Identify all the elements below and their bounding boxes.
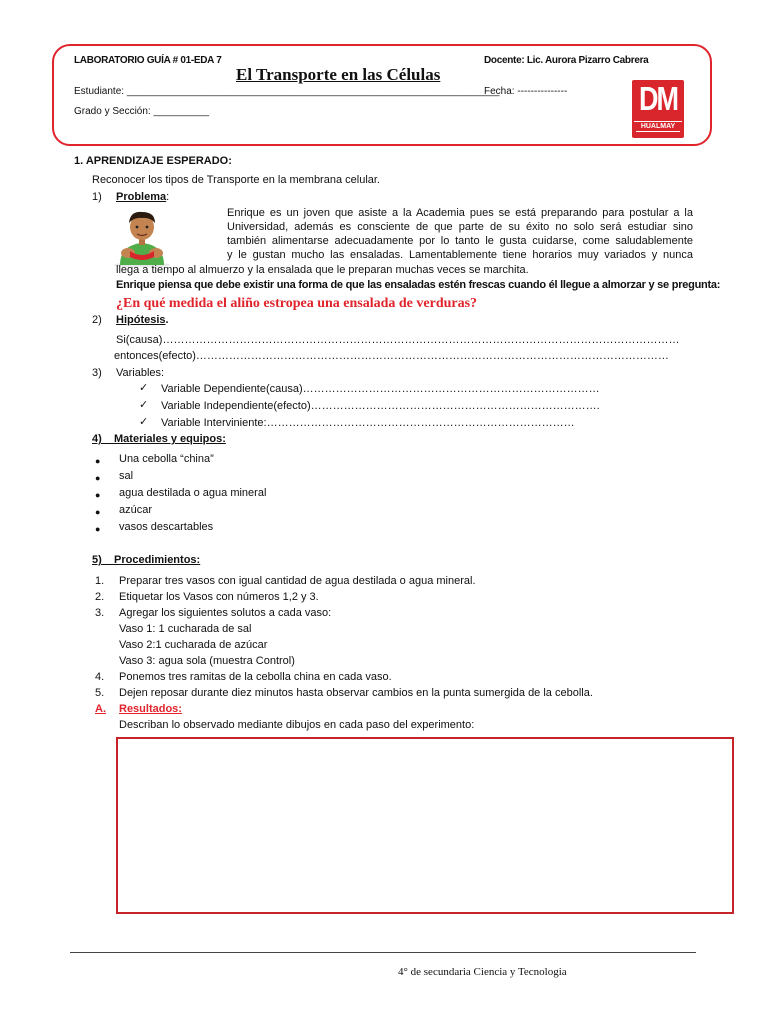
step-text: Etiquetar los Vasos con números 1,2 y 3. [119, 591, 319, 603]
resultados-instructions: Describan lo observado mediante dibujos en cada paso del experimento: [119, 719, 475, 731]
material-item: Una cebolla “china” [119, 453, 214, 465]
check-icon: ✓ [139, 382, 149, 394]
problema-bold-line: Enrique piensa que debe existir una forma de que las ensaladas estén frescas cuando él llegue a almorzar y se pregunta: [116, 279, 721, 291]
page-title: El Transporte en las Células [236, 65, 441, 84]
hipotesis-entonces-line: entonces(efecto)………………………………………………………………………………………………………………… [114, 350, 669, 362]
grado-field: Grado y Sección: __________ [74, 106, 210, 117]
step-text: Agregar los siguientes solutos a cada vaso: [119, 607, 332, 619]
student-illustration [110, 207, 174, 267]
variables-number: 3) [92, 367, 102, 379]
logo-base [636, 131, 680, 136]
research-question: ¿En qué medida el aliño estropea una ensalada de verduras? [116, 296, 478, 311]
bullet-icon: ● [95, 473, 101, 483]
problema-label: Problema [116, 191, 167, 203]
problema-line-5: llega a tiempo al almuerzo y la ensalada que le preparan muchas veces se marchita. [116, 264, 529, 276]
variables-heading: Variables: [116, 367, 165, 379]
problema-heading [116, 190, 169, 204]
lab-label: LABORATORIO GUÍA # 01-EDA 7 [74, 55, 222, 66]
bullet-icon: ● [95, 490, 101, 500]
vaso-item: Vaso 3: agua sola (muestra Control) [119, 655, 295, 667]
hipotesis-dot: . [165, 314, 169, 326]
hipotesis-number: 2) [92, 314, 102, 326]
problema-line-4: y le gustan mucho las ensaladas. Lamentablemente tiene horarios muy variados y nunca [227, 249, 693, 261]
step-text: Preparar tres vasos con igual cantidad de agua destilada o agua mineral. [119, 575, 476, 587]
step-number: 2. [95, 591, 105, 603]
vaso-item: Vaso 1: 1 cucharada de sal [119, 623, 252, 635]
estudiante-field: Estudiante: ___________________________________________________________________ [74, 86, 500, 97]
procedimientos-heading: 5) Procedimientos: [92, 554, 201, 566]
results-drawing-area[interactable] [116, 737, 734, 914]
variable-interviniente: Variable Interviniente:………………………………………………………………………… [161, 417, 575, 429]
step-text: Dejen reposar durante diez minutos hasta observar cambios en la punta sumergida de la cebolla. [119, 687, 593, 699]
hipotesis-si-line: Si(causa)…………………………………………………………………………………………………………………………… [116, 334, 680, 346]
material-item: sal [119, 470, 134, 482]
variable-independiente: Variable Independiente(efecto)……………………………………………………………………. [161, 400, 600, 412]
fecha-field: Fecha: --------------- [484, 86, 568, 97]
footer-text: 4° de secundaria Ciencia y Tecnologia [398, 966, 567, 978]
bullet-icon: ● [95, 507, 101, 517]
aprendizaje-text: Reconocer los tipos de Transporte en la membrana celular. [92, 174, 380, 186]
material-item: azúcar [119, 504, 153, 516]
logo-subtext: HUALMAY [634, 121, 682, 130]
step-text: Ponemos tres ramitas de la cebolla china en cada vaso. [119, 671, 392, 683]
docente-label: Docente: Lic. Aurora Pizarro Cabrera [484, 55, 649, 66]
resultados-heading: Resultados: [119, 703, 182, 715]
check-icon: ✓ [139, 416, 149, 428]
materiales-heading: 4) Materiales y equipos: [92, 433, 226, 445]
resultados-letter: A. [95, 703, 106, 715]
footer-divider [70, 952, 696, 953]
problema-line-2: Universidad, además es consciente de que parte de su éxito no solo será estudiar sino [227, 221, 693, 233]
problema-line-3: también alimentarse adecuadamente por lo tanto le gusta cuidarse, come saludablemente [227, 235, 693, 247]
bullet-icon: ● [95, 456, 101, 466]
problema-line-1: Enrique es un joven que asiste a la Academia pues se está preparando para postular a la [227, 207, 693, 219]
material-item: vasos descartables [119, 521, 214, 533]
school-logo [632, 80, 684, 138]
logo-text: DM [639, 80, 677, 118]
problema-colon: : [166, 191, 170, 203]
vaso-item: Vaso 2:1 cucharada de azúcar [119, 639, 268, 651]
hipotesis-label: Hipótesis [116, 314, 166, 326]
step-number: 1. [95, 575, 105, 587]
step-number: 4. [95, 671, 105, 683]
check-icon: ✓ [139, 399, 149, 411]
hipotesis-heading [116, 313, 169, 327]
step-number: 3. [95, 607, 105, 619]
section-heading-aprendizaje: 1. APRENDIZAJE ESPERADO: [74, 155, 232, 167]
bullet-icon: ● [95, 524, 101, 534]
variable-dependiente: Variable Dependiente(causa)……………………………………………………………………… [161, 383, 600, 395]
problema-number: 1) [92, 191, 102, 203]
step-number: 5. [95, 687, 105, 699]
material-item: agua destilada o agua mineral [119, 487, 267, 499]
